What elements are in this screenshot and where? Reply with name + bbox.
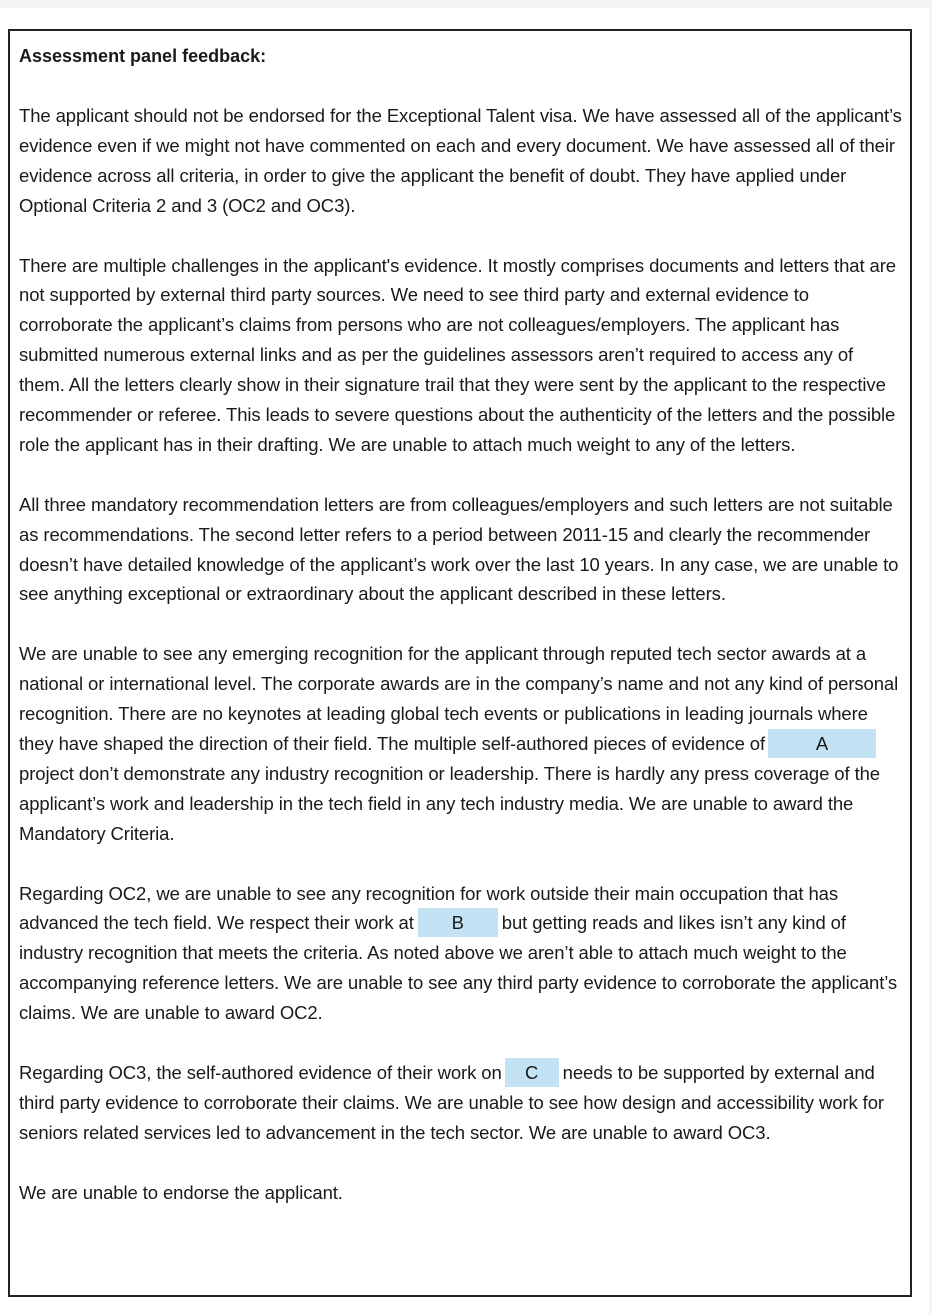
top-strip	[0, 0, 932, 8]
paragraph-recommendation-letters: All three mandatory recommendation letters are from colleagues/employers and such letters are not suitable as recommendations. The second letter refers to a period between 2011-15 and clearly the recommender doesn’t have detailed knowledge of the applicant’s work over the last 10 years. In any case, we are unable to see anything exceptional or extraordinary about the applicant described in these letters.	[19, 493, 899, 605]
paragraph-oc2	[19, 879, 902, 1029]
paragraph-text: but getting reads and likes isn’t any kind of industry recognition that meets the criteria. As noted above we aren’t able to attach much weight to the accompanying reference letters. We are unable to see any third party evidence to corroborate the applicant’s claims. We are unable to award OC2.	[19, 912, 898, 1024]
redaction-a: A	[768, 729, 876, 758]
feedback-box	[8, 29, 912, 1297]
paragraph-text: We are unable to see any emerging recognition for the applicant through reputed tech sector awards at a national or international level. The corporate awards are in the company’s name and not any kind of personal recognition. There are no keynotes at leading global tech events or publications in leading journals where they have shaped the direction of their field. The multiple self-authored pieces of evidence of	[19, 643, 899, 754]
redaction-b: B	[418, 908, 498, 937]
paragraph-text: project don’t demonstrate any industry recognition or leadership. There is hardly any press coverage of the applicant’s work and leadership in the tech field in any tech industry media. We are unable to award the Mandatory Criteria.	[19, 762, 880, 844]
redaction-c: C	[505, 1058, 559, 1087]
paragraph-mandatory-criteria	[19, 639, 902, 848]
paragraph-evidence-challenges: There are multiple challenges in the applicant's evidence. It mostly comprises documents and letters that are not supported by external third party sources. We need to see third party and external evidence to corroborate the applicant’s claims from persons who are not colleagues/employers. The applicant has submitted numerous external links and as per the guidelines assessors aren’t required to access any of them. All the letters clearly show in their signature trail that they were sent by the applicant to the respective recommender or referee. This leads to severe questions about the authenticity of the letters and the possible role the applicant has in their drafting. We are unable to attach much weight to any of the letters.	[19, 254, 896, 455]
feedback-heading: Assessment panel feedback:	[19, 46, 267, 66]
paragraph-text: Regarding OC2, we are unable to see any recognition for work outside their main occupation that has advanced the tech field. We respect their work at	[19, 882, 838, 934]
paragraph-conclusion: We are unable to endorse the applicant.	[19, 1181, 343, 1203]
paragraph-text: needs to be supported by external and third party evidence to corroborate their claims. We are unable to see how design and accessibility work for seniors related services led to advancement in the tech sector. We are unable to award OC3.	[19, 1061, 884, 1143]
paragraph-summary: The applicant should not be endorsed for the Exceptional Talent visa. We have assessed all of the applicant’s evidence even if we might not have commented on each and every document. We have assessed all of their evidence across all criteria, in order to give the applicant the benefit of doubt. They have applied under Optional Criteria 2 and 3 (OC2 and OC3).	[19, 105, 902, 216]
paragraph-text: Regarding OC3, the self-authored evidence of their work on	[19, 1061, 502, 1083]
paragraph-oc3	[19, 1058, 902, 1148]
